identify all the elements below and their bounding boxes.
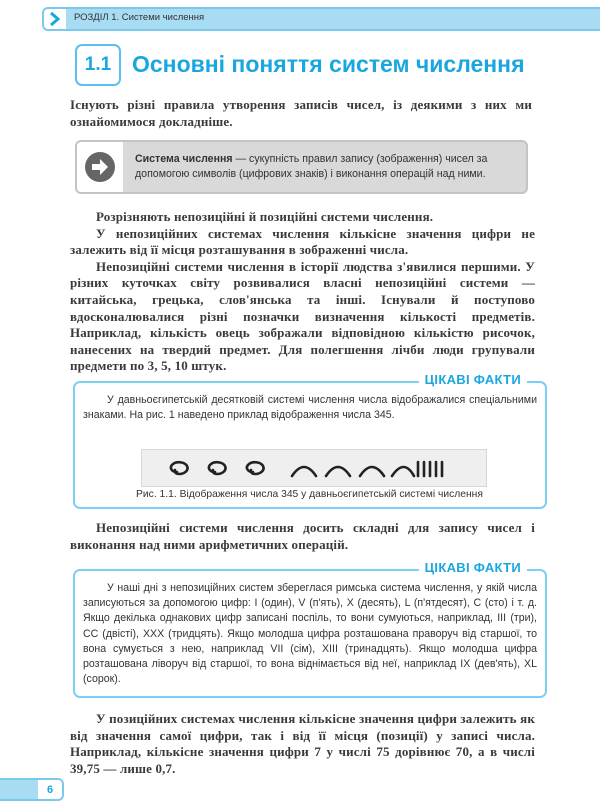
fact-text: У наші дні з непозиційних систем збереглася римська система числення, у якій числа записуються за допомогою цифр: I (один), V (п'ять), X (десять), L (п'ятдесят), C (сто) і т. д. Якщо декілька однакових цифр записані поспіль, то вони сумуються, наприклад, III (три), CC (двісті), XXX (тридцять). Якщо молодша цифра розташована праворуч від старшої, то вона сумується з нею, наприклад VII (сім), XIII (тринадцять). Якщо молодша цифра розташована ліворуч від старшої, то вона віднімається від неї, наприклад IX (дев'ять), XL (сорок). (83, 582, 537, 686)
body-section-1 (70, 209, 535, 375)
fact-title: ЦІКАВІ ФАКТИ (419, 560, 527, 575)
egyptian-number-figure (141, 449, 487, 487)
egyptian-numerals (142, 450, 486, 486)
heel-bone-ten-icon (360, 467, 384, 476)
coil-rope-hundred-icon (247, 462, 264, 474)
paragraph: У позиційних системах числення кількісне значення цифри залежить як від значення самої цифри, так і від її місця (позиції) у записі числа. Наприклад, кількісне значення цифри 7 у числі 75 дорівнює 70, а в числі 39,75 — лише 0,7. (70, 711, 535, 776)
fact-text: У давньоєгипетській десятковій системі числення числа відображалися спеціальними знаками. На рис. 1 наведено приклад відображення числа 345. (83, 394, 537, 422)
heel-bone-ten-icon (326, 467, 350, 476)
chevron-right-icon (44, 9, 66, 29)
chapter-header (42, 7, 600, 31)
coil-rope-hundred-icon (171, 462, 188, 474)
paragraph: У непозиційних системах числення кількісне значення цифри не залежить від її місця розташування в зображенні числа. (70, 225, 535, 258)
fact-box-1 (73, 372, 547, 509)
definition-body: — сукупність правил запису (зображення) чисел за допомогою символів (цифрових знаків) і виконання операцій над ними. (135, 153, 488, 180)
intro-paragraph: Існують різні правила утворення записів чисел, із деякими з них ми ознайомимося докладніше. (70, 97, 532, 129)
definition-text (135, 152, 519, 182)
fact-title: ЦІКАВІ ФАКТИ (419, 372, 527, 387)
heel-bone-ten-icon (292, 467, 316, 476)
fact-box-2 (73, 560, 547, 698)
chapter-label: РОЗДІЛ 1. Системи числення (74, 12, 205, 23)
section-number: 1.1 (75, 44, 121, 86)
page-title: Основні поняття систем числення (132, 51, 525, 77)
heel-bone-ten-icon (392, 467, 414, 476)
definition-box (75, 140, 528, 194)
page-number: 6 (38, 780, 62, 799)
paragraph: Розрізняють непозиційні й позиційні системи числення. (96, 209, 434, 224)
paragraph: Непозиційні системи числення досить складні для запису чисел і виконання над ними арифметичних операцій. (70, 520, 535, 552)
paragraph: Непозиційні системи числення в історії людства з'явилися першими. У різних куточках світу розвивалися власні непозиційні системи — китайська, грецька, слов'янська та інші. Існували й поступово вдосконалювалися різні позначки визначення кількості предметів. Наприклад, кількість овець зображали відповідною кількістю рисочок, нанесених на твердий предмет. Для полегшення лічби люди групували предмети по 3, 5, 10 штук. (70, 258, 535, 374)
page-number-tab (0, 778, 64, 801)
coil-rope-hundred-icon (209, 462, 226, 474)
stroke-one-icon (418, 462, 442, 476)
figure-caption: Рис. 1.1. Відображення числа 345 у давньоєгипетській системі числення (136, 489, 483, 500)
arrow-right-circle-icon (77, 142, 123, 192)
definition-term: Система числення (135, 153, 233, 165)
